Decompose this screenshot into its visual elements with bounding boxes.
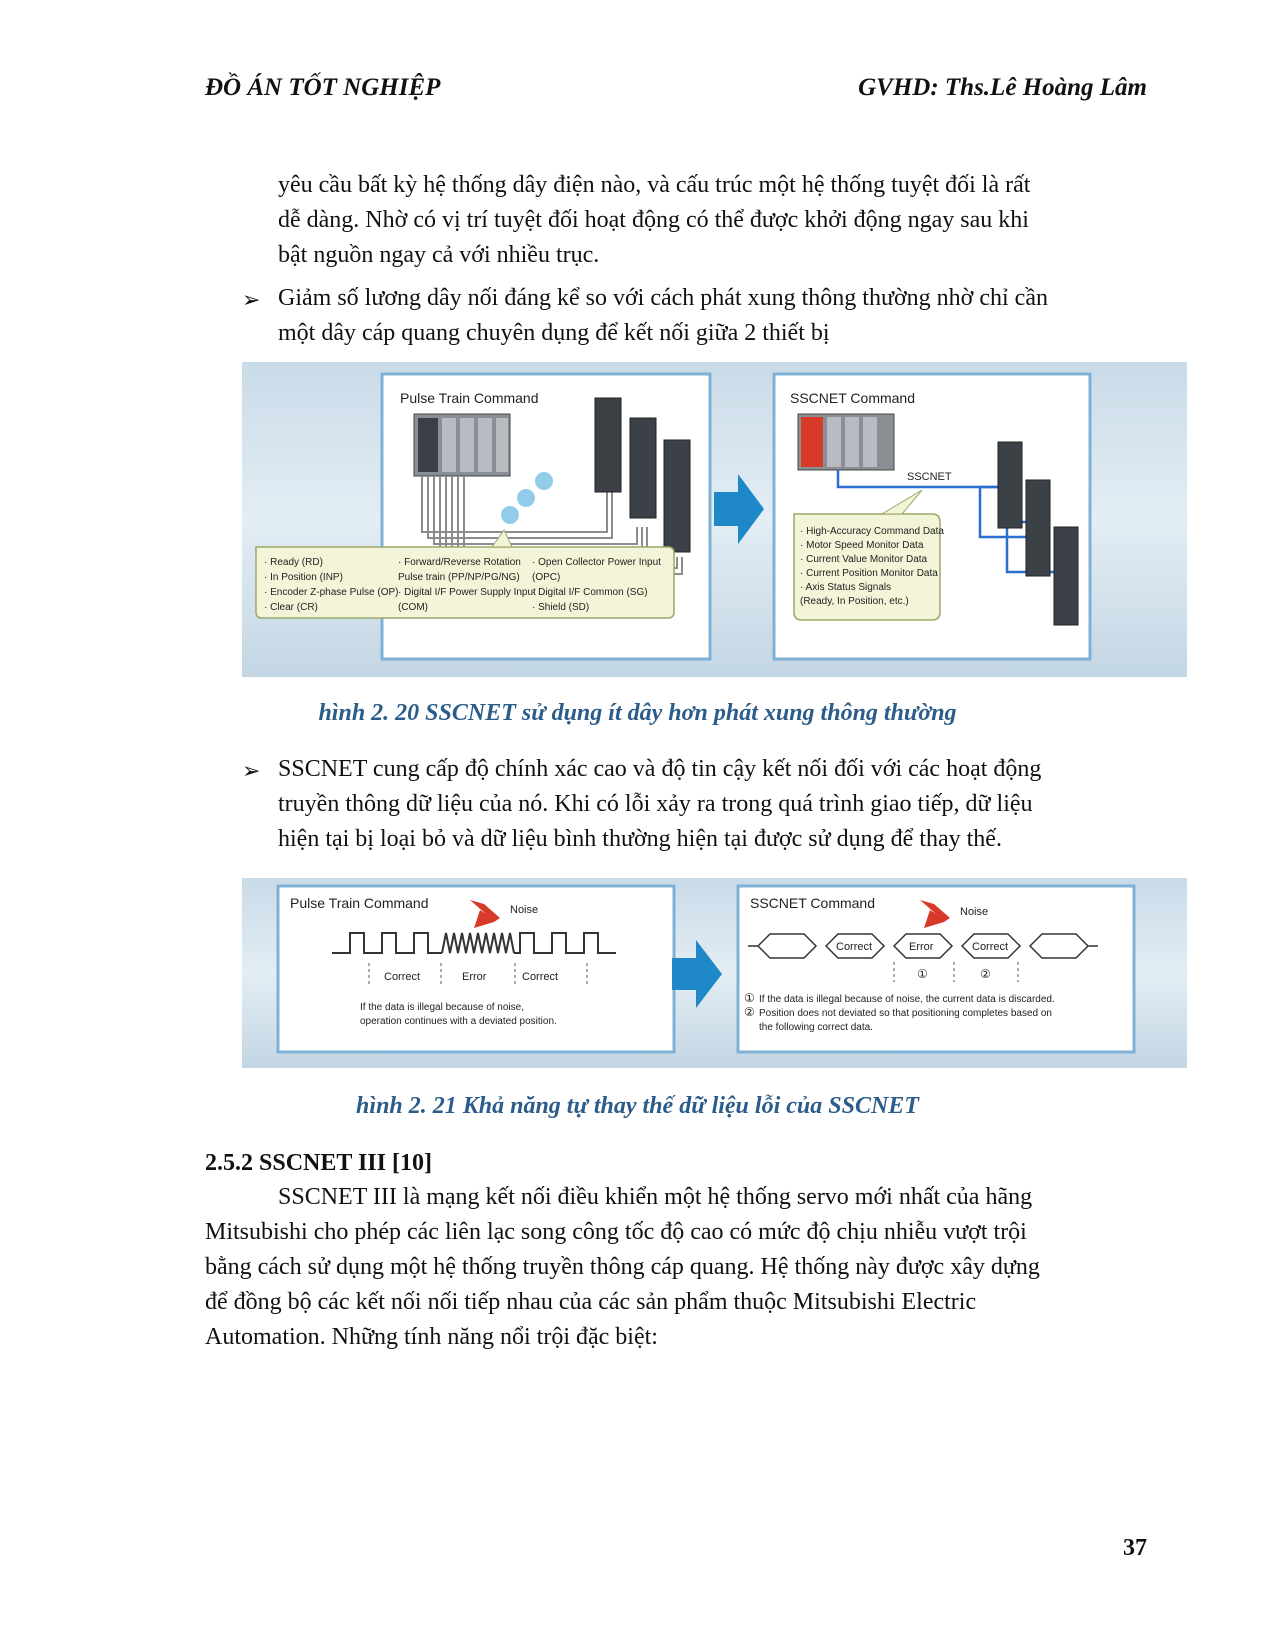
plc-module — [845, 417, 859, 467]
plc-module — [442, 418, 456, 472]
signal-item: · Open Collector Power Input — [532, 557, 661, 568]
data-item: · Motor Speed Monitor Data — [800, 540, 924, 551]
signal-item: · Ready (RD) — [264, 557, 323, 568]
bullet-arrow-icon: ➢ — [242, 287, 261, 312]
text-line: truyền thông dữ liệu của nó. Khi có lỗi xảy ra trong quá trình giao tiếp, dữ liệu — [278, 791, 1033, 817]
text-line: SSCNET III là mạng kết nối điều khiển một hệ thống servo mới nhất của hãng — [278, 1184, 1033, 1210]
text-line: bằng cách sử dụng một hệ thống truyền thông cáp quang. Hệ thống này được xây dựng — [205, 1254, 1040, 1280]
note-marker-two: ② — [744, 1005, 755, 1019]
plc-module — [827, 417, 841, 467]
signal-item: (COM) — [398, 602, 428, 613]
marker-two: ② — [980, 967, 991, 981]
plc-module — [496, 418, 508, 472]
servo-amplifier — [998, 442, 1022, 528]
servo-amplifier — [1026, 480, 1050, 576]
correct-frame-label: Correct — [972, 941, 1009, 953]
signal-diagram — [242, 878, 1187, 1068]
transition-arrow-icon — [714, 474, 764, 544]
right-note-line: the following correct data. — [759, 1022, 873, 1033]
data-item: · High-Accuracy Command Data — [800, 526, 944, 537]
signal-item: · Digital I/F Power Supply Input — [398, 587, 536, 598]
paragraph-sscnet-iii — [205, 1180, 1040, 1355]
correct-label: Correct — [384, 971, 421, 983]
signal-item: · In Position (INP) — [264, 572, 343, 583]
sscnet-label: SSCNET — [907, 471, 952, 483]
bullet-text-reliability — [278, 752, 1041, 857]
servo-amplifier — [630, 418, 656, 518]
text-line: SSCNET cung cấp độ chính xác cao và độ tin cậy kết nối đối với các hoạt động — [278, 756, 1042, 782]
right-panel-title: SSCNET Command — [790, 390, 916, 406]
error-label: Error — [462, 971, 487, 983]
text-line: hiện tại bị loại bỏ và dữ liệu bình thường hiện tại được sử dụng để thay thế. — [278, 826, 1002, 852]
data-item: (Ready, In Position, etc.) — [800, 596, 909, 607]
signal-item: · Encoder Z-phase Pulse (OP) — [264, 587, 399, 598]
servo-amplifier — [1054, 527, 1078, 625]
signal-item: Pulse train (PP/NP/PG/NG) — [398, 572, 520, 583]
bullet-text-wiring — [278, 281, 1048, 351]
marker-one: ① — [917, 967, 928, 981]
text-line: dễ dàng. Nhờ có vị trí tuyệt đối hoạt động có thể được khởi động ngay sau khi — [278, 207, 1029, 233]
text-line: một dây cáp quang chuyên dụng để kết nối giữa 2 thiết bị — [278, 320, 830, 346]
plc-module — [478, 418, 492, 472]
data-item: · Current Value Monitor Data — [800, 554, 928, 565]
note-marker-one: ① — [744, 991, 755, 1005]
text-line: Giảm số lương dây nối đáng kể so với cách phát xung thông thường nhờ chỉ cần — [278, 285, 1048, 311]
servo-amplifier — [595, 398, 621, 492]
correct-frame-label: Correct — [836, 941, 873, 953]
right-note-line: Position does not deviated so that positioning completes based on — [759, 1008, 1052, 1019]
plc-module — [460, 418, 474, 472]
signal-item: · Clear (CR) — [264, 602, 318, 613]
right-note-line: If the data is illegal because of noise, the current data is discarded. — [759, 994, 1055, 1005]
signal-item: · Forward/Reverse Rotation — [398, 557, 521, 568]
text-line: yêu cầu bất kỳ hệ thống dây điện nào, và cấu trúc một hệ thống tuyệt đối là rất — [278, 172, 1031, 198]
figure-error-replacement — [242, 878, 1187, 1068]
wire-highlight — [517, 489, 535, 507]
text-line: để đồng bộ các kết nối nối tiếp nhau của các sản phẩm thuộc Mitsubishi Electric — [205, 1289, 977, 1315]
bullet-arrow-icon: ➢ — [242, 758, 261, 783]
left-panel-title: Pulse Train Command — [290, 895, 429, 911]
figure-caption-2-20: hình 2. 20 SSCNET sử dụng ít dây hơn phát xung thông thường — [318, 700, 957, 726]
wire-highlight — [501, 506, 519, 524]
wiring-diagram — [242, 362, 1187, 677]
left-note-line: If the data is illegal because of noise, — [360, 1002, 524, 1013]
paragraph-continuation — [278, 168, 1030, 273]
plc-module — [863, 417, 877, 467]
right-panel-title: SSCNET Command — [750, 895, 876, 911]
figure-wiring-comparison — [242, 362, 1187, 677]
left-panel-title: Pulse Train Command — [400, 390, 539, 406]
text-line: Automation. Những tính năng nổi trội đặc biệt: — [205, 1324, 658, 1350]
correct-label: Correct — [522, 971, 559, 983]
page-number: 37 — [1123, 1535, 1147, 1561]
noise-label: Noise — [510, 904, 539, 916]
data-item: · Axis Status Signals — [800, 582, 892, 593]
figure-caption-2-21: hình 2. 21 Khả năng tự thay thế dữ liệu lỗi của SSCNET — [356, 1093, 919, 1119]
signal-item: (OPC) — [532, 572, 561, 583]
header-right: GVHD: Ths.Lê Hoàng Lâm — [858, 74, 1147, 101]
text-line: Mitsubishi cho phép các liên lạc song công tốc độ cao có mức độ chịu nhiễu vượt trội — [205, 1219, 1027, 1245]
noise-label: Noise — [960, 906, 989, 918]
transition-arrow-icon — [672, 940, 722, 1008]
wire-highlight — [535, 472, 553, 490]
plc-module — [418, 418, 438, 472]
left-note-line: operation continues with a deviated position. — [360, 1016, 557, 1027]
signal-item: · Shield (SD) — [532, 602, 590, 613]
signal-item: · Digital I/F Common (SG) — [532, 587, 648, 598]
text-line: bật nguồn ngay cả với nhiều trục. — [278, 242, 600, 268]
servo-amplifier — [664, 440, 690, 552]
header-left: ĐỒ ÁN TỐT NGHIỆP — [205, 74, 441, 101]
data-item: · Current Position Monitor Data — [800, 568, 938, 579]
plc-cpu-module — [801, 417, 823, 467]
section-heading: 2.5.2 SSCNET III [10] — [205, 1150, 432, 1176]
error-frame-label: Error — [909, 941, 934, 953]
